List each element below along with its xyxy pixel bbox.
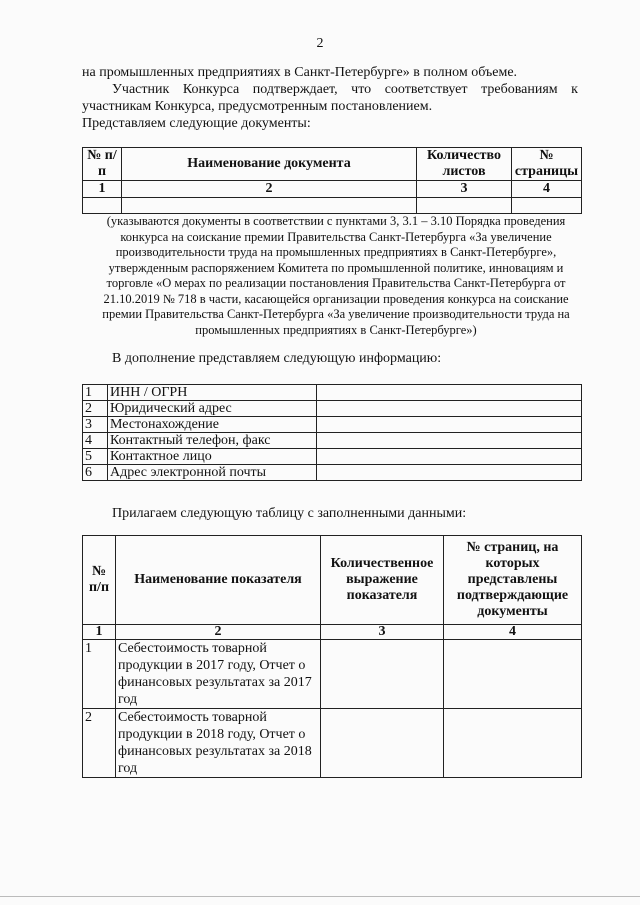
- docs-colnum-3: 3: [417, 181, 512, 198]
- ind-row-num: 1: [83, 640, 116, 709]
- info-label: Адрес электронной почты: [108, 465, 317, 481]
- info-num: 6: [83, 465, 108, 481]
- info-value[interactable]: [317, 385, 582, 401]
- info-row: [83, 449, 582, 465]
- info-table: [82, 384, 582, 481]
- docs-header-num: № п/п: [83, 148, 122, 181]
- table-row: [83, 640, 582, 709]
- info-label: ИНН / ОГРН: [108, 385, 317, 401]
- info-num: 3: [83, 417, 108, 433]
- info-value[interactable]: [317, 465, 582, 481]
- ind-row-value[interactable]: [321, 640, 444, 709]
- info-label: Юридический адрес: [108, 401, 317, 417]
- docs-colnum-1: 1: [83, 181, 122, 198]
- info-value[interactable]: [317, 449, 582, 465]
- ind-row-name: Себестоимость товарной продукции в 2017 году, Отчет о финансовых результатах за 2017 год: [116, 640, 321, 709]
- docs-empty-row: [83, 198, 582, 214]
- intro-line-1: на промышленных предприятиях в Санкт-Петербурге» в полном объеме.: [82, 65, 518, 80]
- ind-header-num: № п/п: [83, 536, 116, 625]
- info-value[interactable]: [317, 401, 582, 417]
- ind-header-value: Количественное выражение показателя: [321, 536, 444, 625]
- indicators-table: [82, 535, 582, 778]
- additional-info-heading: В дополнение представляем следующую информацию:: [112, 351, 442, 366]
- ind-colnum-3: 3: [321, 625, 444, 640]
- page-number: 2: [316, 36, 324, 51]
- ind-row-value[interactable]: [321, 709, 444, 778]
- table-row: [83, 709, 582, 778]
- docs-colnum-4: 4: [512, 181, 582, 198]
- info-label: Местонахождение: [108, 417, 317, 433]
- ind-row-name: Себестоимость товарной продукции в 2018 году, Отчет о финансовых результатах за 2018 год: [116, 709, 321, 778]
- documents-table: [82, 147, 582, 214]
- ind-header-pages: № страниц, на которых представлены подтверждающие документы: [444, 536, 582, 625]
- info-num: 5: [83, 449, 108, 465]
- info-row: [83, 385, 582, 401]
- info-value[interactable]: [317, 433, 582, 449]
- info-num: 1: [83, 385, 108, 401]
- docs-header-name: Наименование документа: [122, 148, 417, 181]
- ind-colnum-2: 2: [116, 625, 321, 640]
- docs-header-page: № страницы: [512, 148, 582, 181]
- info-row: [83, 465, 582, 481]
- intro-line-2: Участник Конкурса подтверждает, что соответствует требованиям к участникам Конкурса, предусмотренным постановлением.: [82, 82, 578, 114]
- ind-header-name: Наименование показателя: [116, 536, 321, 625]
- info-row: [83, 433, 582, 449]
- ind-row-pages[interactable]: [444, 640, 582, 709]
- ind-row-num: 2: [83, 709, 116, 778]
- info-num: 2: [83, 401, 108, 417]
- ind-colnum-1: 1: [83, 625, 116, 640]
- attached-table-heading: Прилагаем следующую таблицу с заполненными данными:: [112, 506, 467, 521]
- docs-header-sheets: Количество листов: [417, 148, 512, 181]
- page-bottom-divider: [0, 896, 640, 897]
- info-row: [83, 401, 582, 417]
- ind-colnum-4: 4: [444, 625, 582, 640]
- info-value[interactable]: [317, 417, 582, 433]
- documents-note: (указываются документы в соответствии с пунктами 3, 3.1 – 3.10 Порядка проведения конкурса на соискание премии Правительства Санкт-Петербурга «За увеличение производительности труда на промышленных предприятиях в Санкт-Петербурге», утвержденным распоряжением Комитета по промышленной политике, инновациям и торговле «О мерах по реализации постановления Правительства Санкт-Петербурга от 21.10.2019 № 718 в части, касающейся организации проведения конкурса на соискание премии Правительства Санкт-Петербурга «За увеличение производительности труда на промышленных предприятиях в Санкт-Петербурге»): [102, 214, 570, 337]
- documents-heading: Представляем следующие документы:: [82, 116, 311, 131]
- docs-colnum-2: 2: [122, 181, 417, 198]
- info-label: Контактный телефон, факс: [108, 433, 317, 449]
- ind-row-pages[interactable]: [444, 709, 582, 778]
- info-label: Контактное лицо: [108, 449, 317, 465]
- info-num: 4: [83, 433, 108, 449]
- info-row: [83, 417, 582, 433]
